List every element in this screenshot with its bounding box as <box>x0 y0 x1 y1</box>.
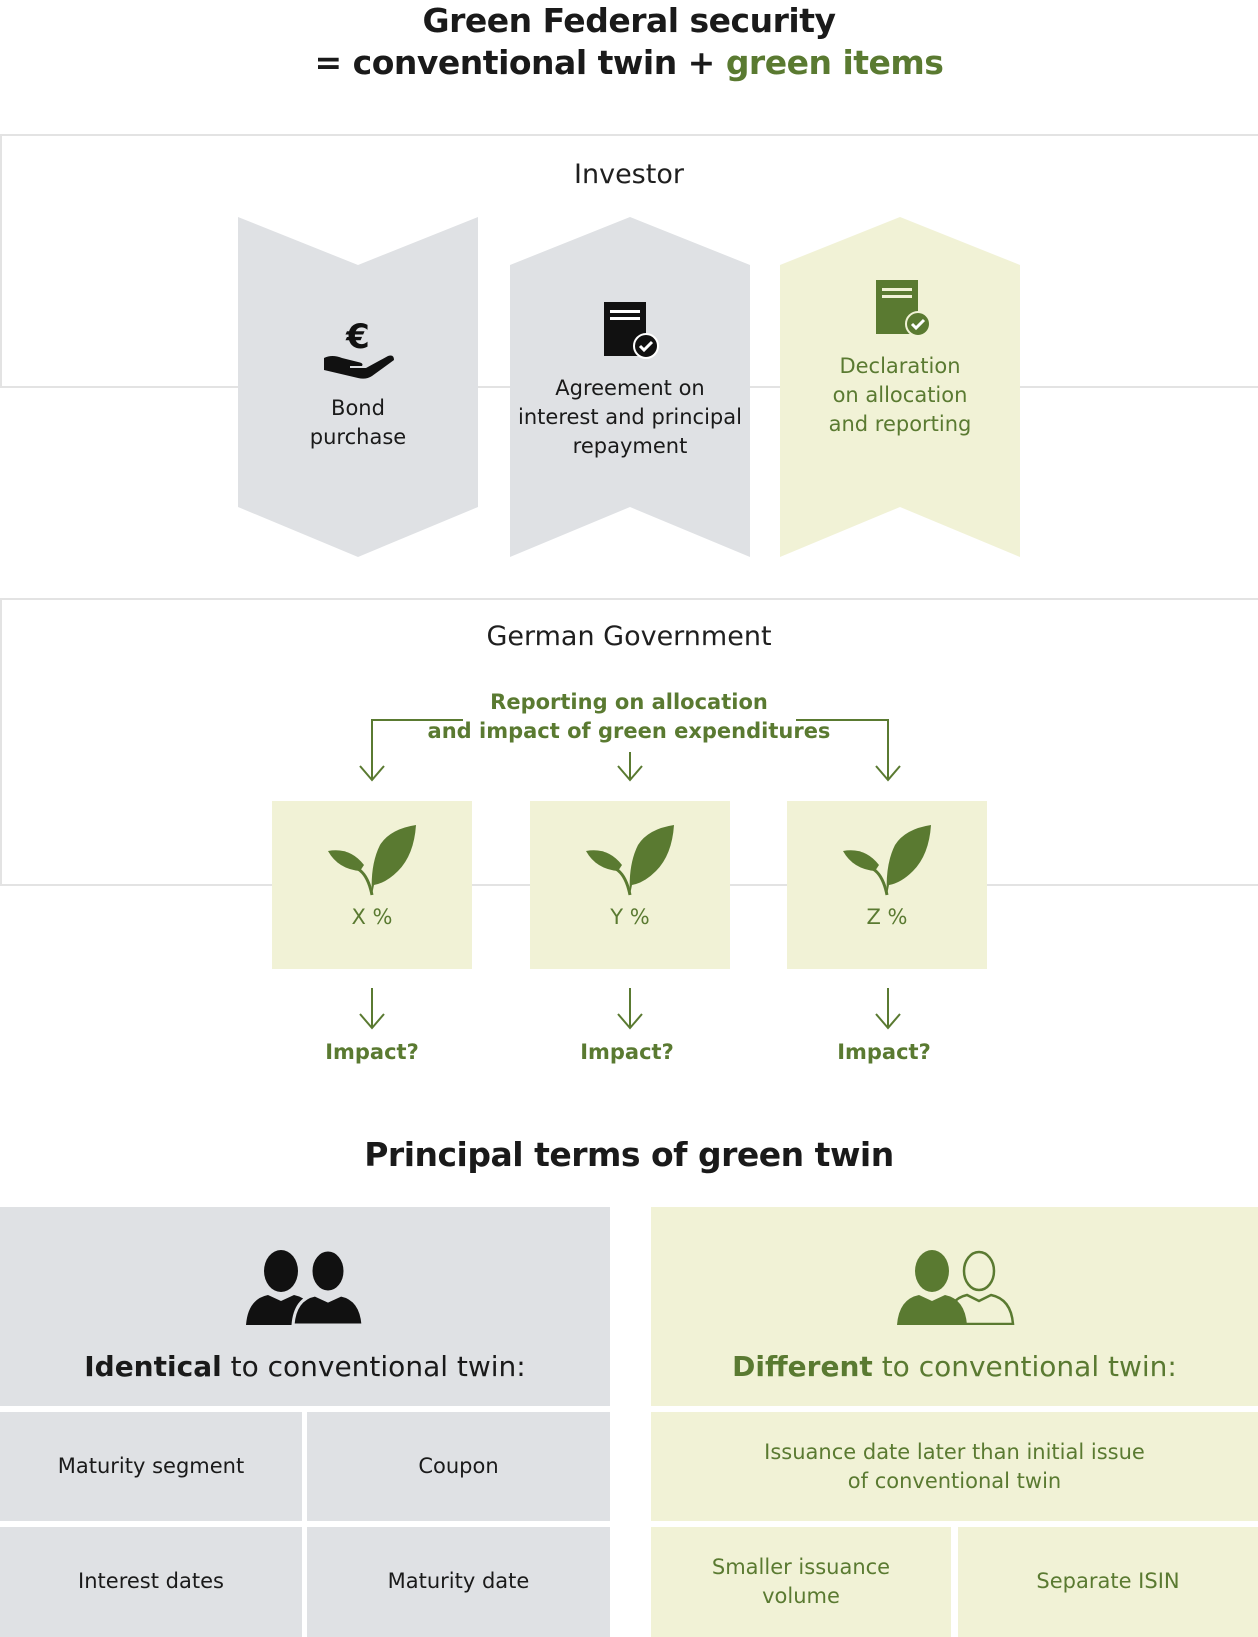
title-conventional: = conventional twin + <box>314 43 726 82</box>
leaf-box-y <box>530 801 730 969</box>
document-check-icon <box>602 302 660 360</box>
card-bond-purchase-text: Bond purchase <box>309 396 407 449</box>
euro-hand-icon <box>322 314 396 380</box>
impact-z: Impact? <box>837 1040 931 1064</box>
leaf-icon <box>328 825 416 897</box>
different-cell-volume: Smaller issuance volume <box>651 1527 951 1637</box>
leaf-icon <box>586 825 674 897</box>
person-outline-icon <box>897 1249 1015 1325</box>
government-label: German Government <box>486 621 772 652</box>
leaf-pct-y: Y % <box>610 905 650 929</box>
title-line-1: Green Federal security <box>422 1 836 40</box>
card-agreement-text: Agreement on interest and principal repayment <box>518 376 742 458</box>
impact-y: Impact? <box>580 1040 674 1064</box>
investor-label: Investor <box>574 159 684 190</box>
impact-arrows <box>350 986 910 1030</box>
different-panel-head <box>651 1207 1258 1406</box>
title-line-2 <box>0 42 1258 84</box>
svg-text:€: € <box>346 317 370 357</box>
green-document-check-icon <box>874 280 932 338</box>
identical-panel-head <box>0 1207 610 1406</box>
identical-cell: Maturity date <box>307 1527 610 1637</box>
principal-terms-title: Principal terms of green twin <box>364 1135 894 1174</box>
identical-cell: Interest dates <box>0 1527 302 1637</box>
different-cell-issuance: Issuance date later than initial issue of conventional twin <box>651 1412 1258 1521</box>
leaf-icon <box>843 825 931 897</box>
leaf-pct-z: Z % <box>866 905 908 929</box>
identical-cell: Maturity segment <box>0 1412 302 1521</box>
identical-cell: Coupon <box>307 1412 610 1521</box>
card-declaration-text: Declaration on allocation and reporting <box>828 354 972 436</box>
different-cell-isin: Separate ISIN <box>958 1527 1258 1637</box>
different-heading: Different to conventional twin: <box>732 1350 1177 1383</box>
identical-heading: Identical to conventional twin: <box>84 1350 526 1383</box>
leaf-box-z <box>787 801 987 969</box>
reporting-headline: Reporting on allocation and impact of green expenditures <box>427 690 831 743</box>
leaf-pct-x: X % <box>351 905 393 929</box>
leaf-box-x <box>272 801 472 969</box>
impact-x: Impact? <box>325 1040 419 1064</box>
two-persons-icon <box>246 1249 364 1325</box>
title-green-items: green items <box>725 43 944 82</box>
card-bond-purchase-bg <box>238 217 478 557</box>
